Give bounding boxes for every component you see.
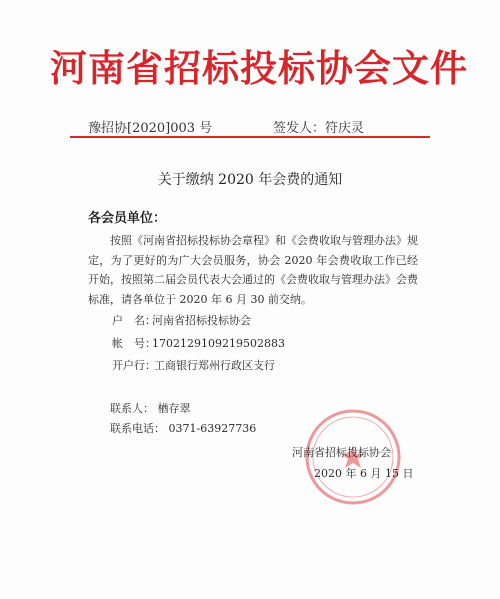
account-number-label: 帐 号： [112, 337, 156, 350]
notice-body: 按照《河南省招标投标协会章程》和《会费收取与管理办法》规定，为了更好的为广大会员服务，协会 2020 年会费收取工作已经开始，按照第二届会员代表大会通过的《会费收取与管理办法》会费标准，请各单位于 2020 年 6 月 30 前交纳。 [88, 234, 418, 306]
account-number-value: 1702129109219502883 [152, 337, 285, 350]
account-bank-label: 开户行： [112, 359, 156, 372]
account-name-label: 户 名： [112, 314, 156, 327]
contact-person: 联系人： 楢存翠 [110, 402, 191, 415]
account-number-line [112, 335, 285, 351]
notice-title: 关于缴纳 2020 年会费的通知 [157, 172, 343, 188]
document-number: 豫招协[2020]003 号 [88, 121, 213, 136]
contact-phone: 联系电话： 0371-63927736 [110, 422, 257, 435]
account-bank-line [112, 357, 275, 373]
signature-date: 2020 年 6 月 15 日 [314, 467, 414, 480]
account-bank-value: 工商银行郑州行政区支行 [154, 359, 275, 372]
header-divider [70, 136, 430, 138]
signer: 签发人：符庆灵 [273, 121, 365, 136]
document-header-title: 河南省招标投标协会文件 [50, 46, 468, 90]
account-name-line [112, 312, 251, 328]
signature-organization: 河南省招标投标协会 [292, 446, 391, 459]
account-name-value: 河南省招标投标协会 [152, 314, 251, 327]
salutation: 各会员单位： [88, 211, 167, 226]
